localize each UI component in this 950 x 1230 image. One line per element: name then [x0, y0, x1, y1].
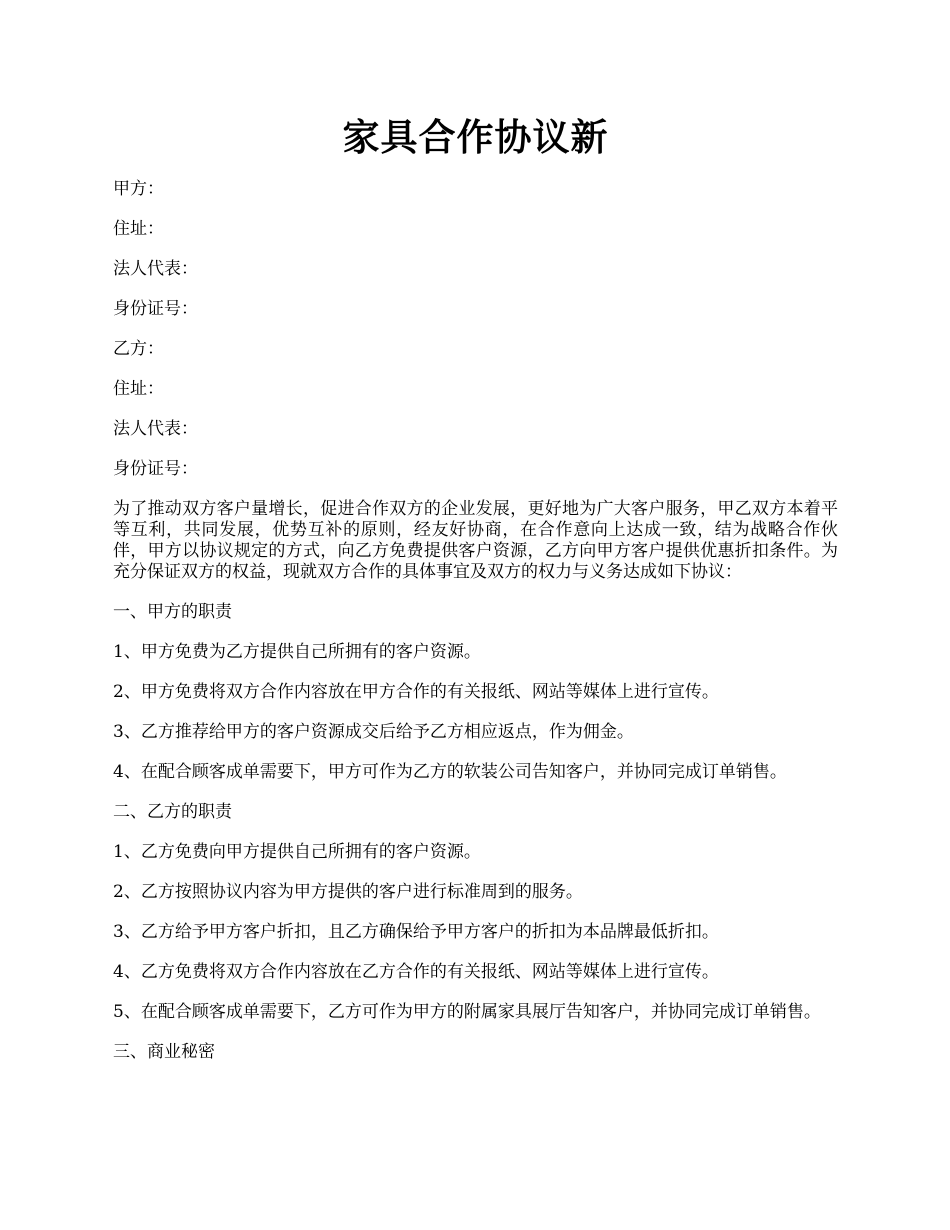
section-1-heading: 一、甲方的职责 — [113, 602, 232, 622]
document-title: 家具合作协议新 — [342, 115, 609, 159]
party-b-legal-rep-label: 法人代表： — [113, 419, 198, 439]
section-1-item: 4、在配合顾客成单需要下，甲方可作为乙方的软装公司告知客户，并协同完成订单销售。 — [113, 762, 787, 782]
section-1-item: 3、乙方推荐给甲方的客户资源成交后给予乙方相应返点，作为佣金。 — [113, 722, 634, 742]
party-a-legal-rep-label: 法人代表： — [113, 259, 198, 279]
section-2-item: 3、乙方给予甲方客户折扣，且乙方确保给予甲方客户的折扣为本品牌最低折扣。 — [113, 922, 719, 942]
party-a-id-label: 身份证号： — [113, 299, 198, 319]
party-a-name-label: 甲方： — [113, 179, 164, 199]
section-1-item: 2、甲方免费将双方合作内容放在甲方合作的有关报纸、网站等媒体上进行宣传。 — [113, 682, 719, 702]
section-2-item: 1、乙方免费向甲方提供自己所拥有的客户资源。 — [113, 842, 481, 862]
section-3-heading: 三、商业秘密 — [113, 1042, 215, 1062]
party-a-address-label: 住址： — [113, 219, 164, 239]
preamble-paragraph: 为了推动双方客户量增长，促进合作双方的企业发展，更好地为广大客户服务，甲乙双方本着平等互利，共同发展，优势互补的原则，经友好协商，在合作意向上达成一致，结为战略合作伙伴，甲方以协议规定的方式，向乙方免费提供客户资源，乙方向甲方客户提供优惠折扣条件。为充分保证双方的权益，现就双方合作的具体事宜及双方的权力与义务达成如下协议： — [113, 499, 838, 582]
section-2-item: 2、乙方按照协议内容为甲方提供的客户进行标准周到的服务。 — [113, 882, 583, 902]
party-b-id-label: 身份证号： — [113, 459, 198, 479]
party-b-name-label: 乙方： — [113, 339, 164, 359]
section-2-heading: 二、乙方的职责 — [113, 802, 232, 822]
section-2-item: 4、乙方免费将双方合作内容放在乙方合作的有关报纸、网站等媒体上进行宣传。 — [113, 962, 719, 982]
party-b-address-label: 住址： — [113, 379, 164, 399]
section-1-item: 1、甲方免费为乙方提供自己所拥有的客户资源。 — [113, 642, 481, 662]
section-2-item: 5、在配合顾客成单需要下，乙方可作为甲方的附属家具展厅告知客户，并协同完成订单销售。 — [113, 1002, 821, 1022]
